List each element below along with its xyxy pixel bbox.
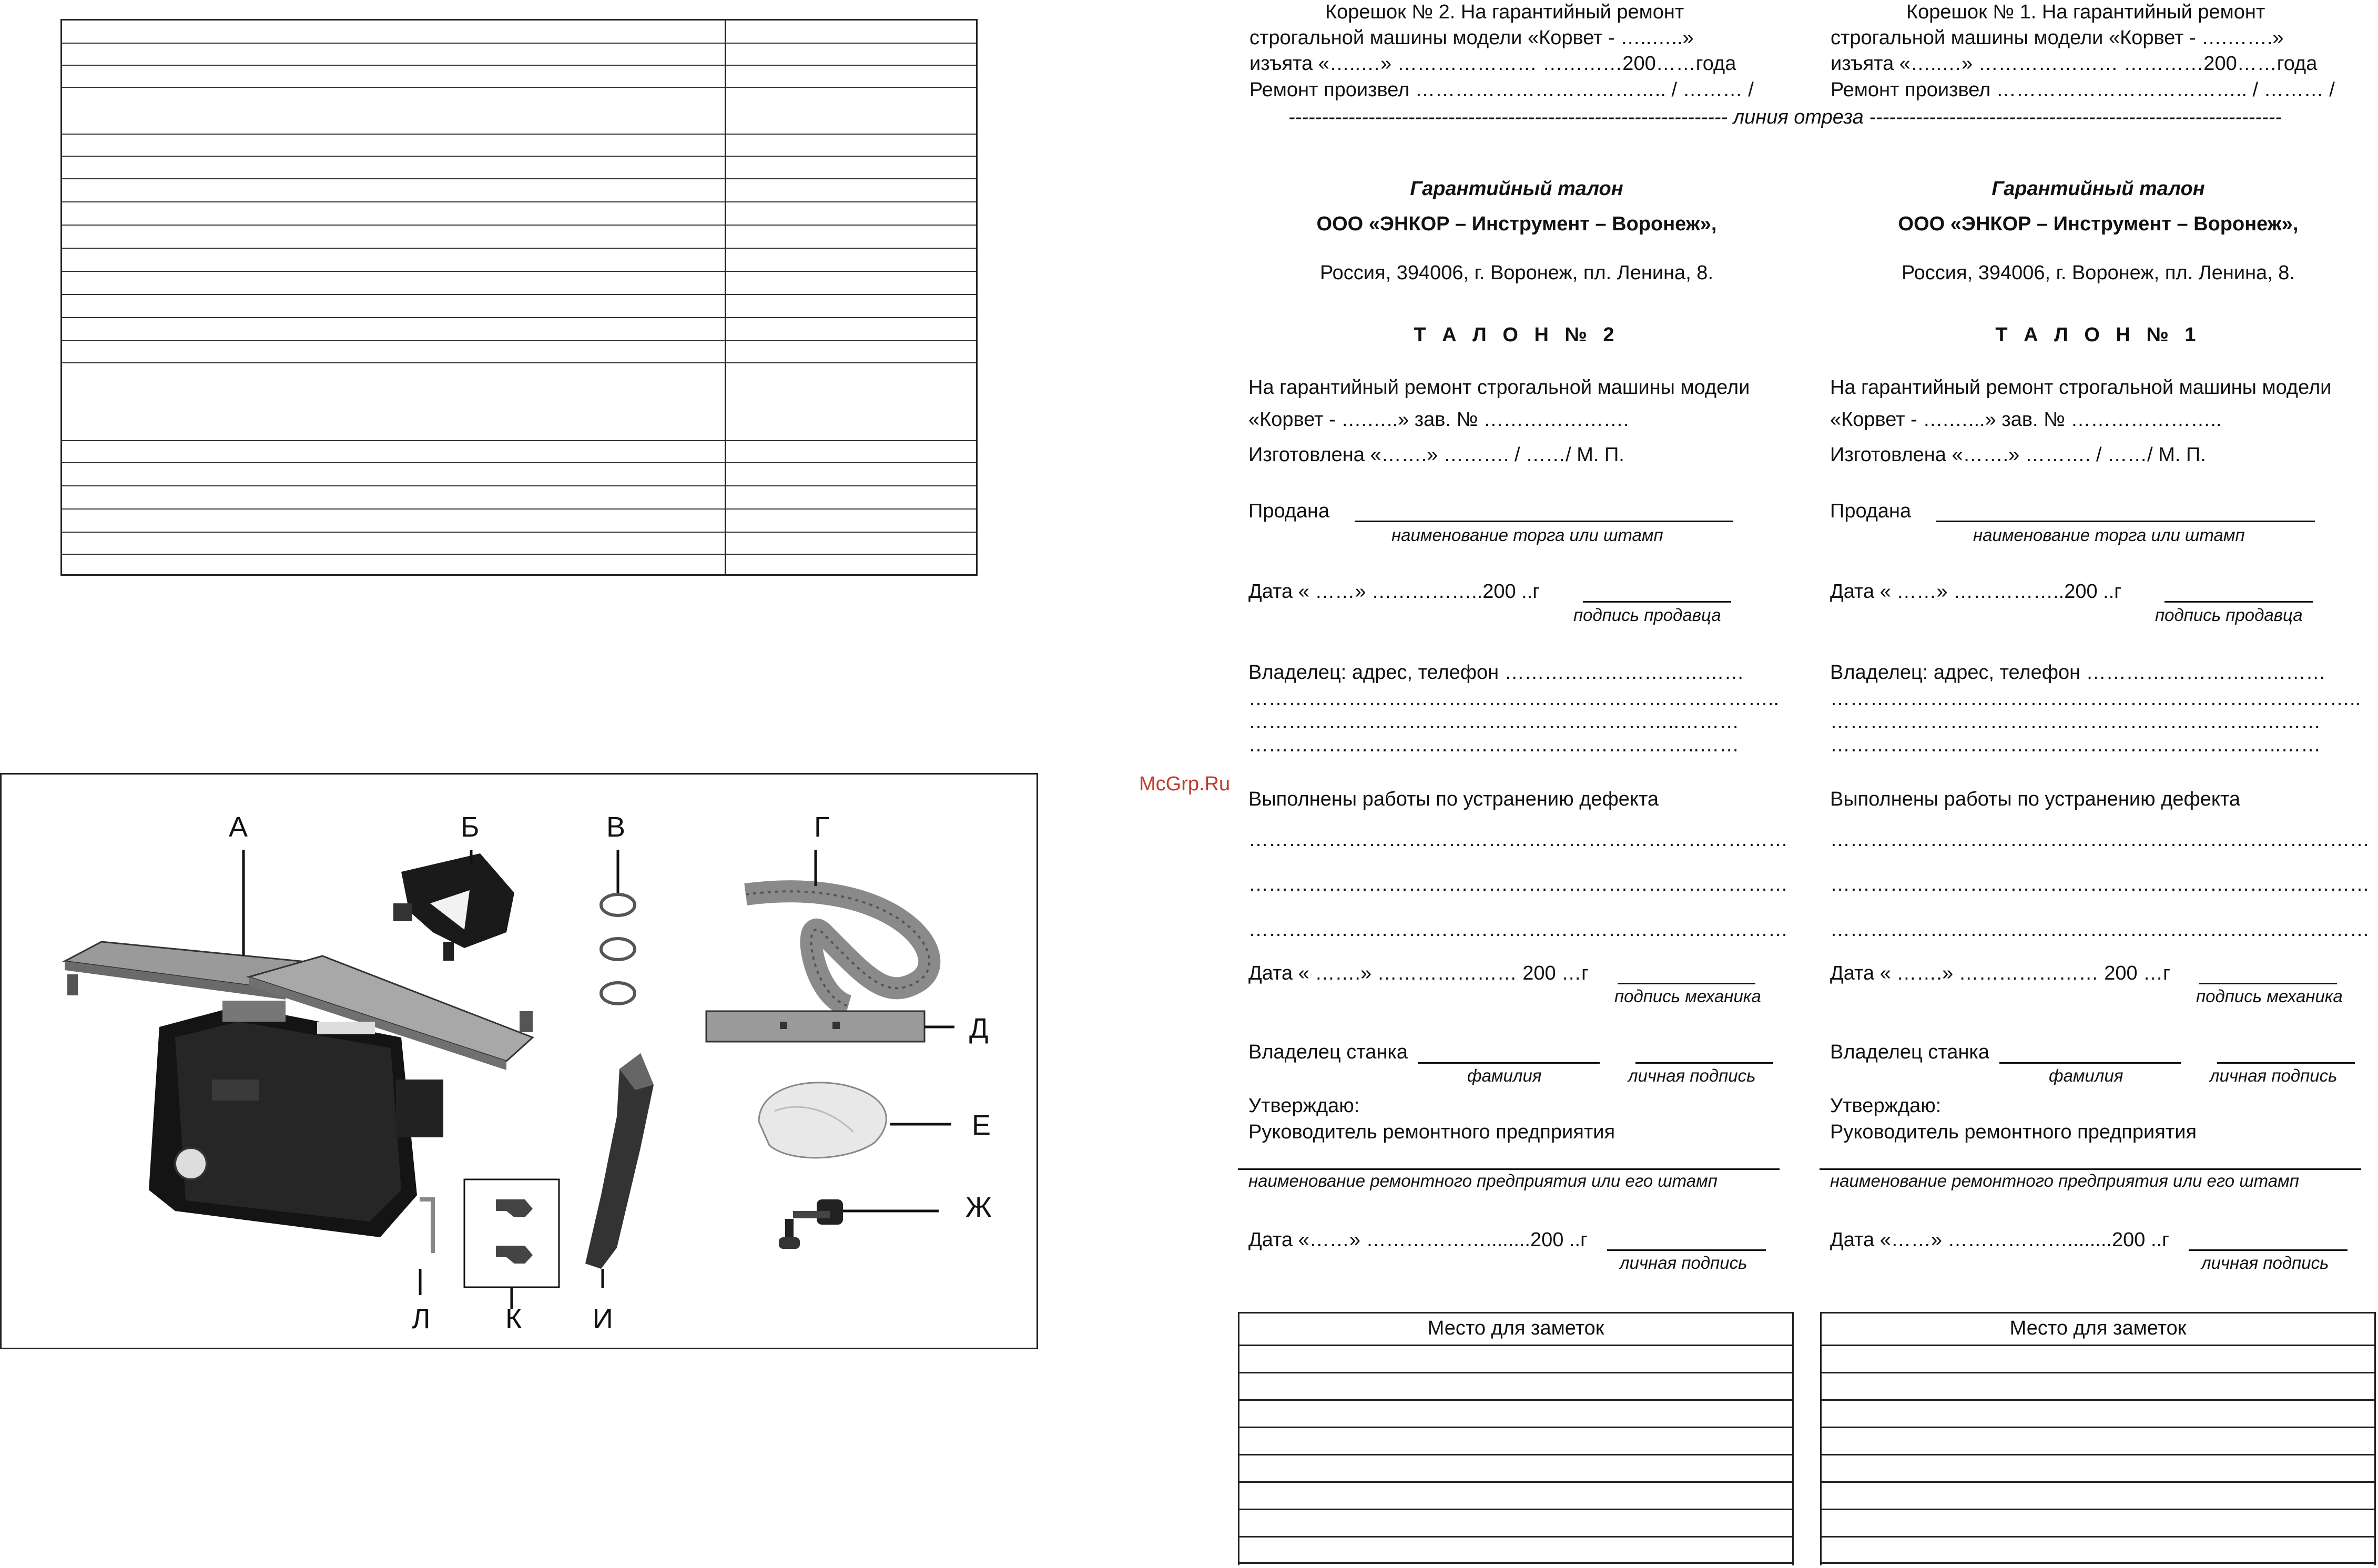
dots-line: ……………………………………………………………………… — [1830, 829, 2370, 851]
repair-line: На гарантийный ремонт строгальной машины модели — [1248, 376, 1750, 399]
table-row — [62, 65, 976, 66]
notes-row — [1239, 1372, 1792, 1373]
table-row — [62, 462, 976, 463]
label-l: Л — [412, 1303, 431, 1335]
notes-row — [1822, 1536, 2374, 1538]
blade-guard-icon — [585, 1053, 654, 1269]
dots-line: …………………………………………………………..…… — [1830, 734, 2321, 756]
date-repair: Дата « …….» ………………… 200 …г — [1830, 962, 2171, 984]
watermark: McGrp.Ru — [1139, 773, 1231, 795]
surname-field[interactable] — [1418, 1062, 1600, 1064]
notes-row — [1822, 1427, 2374, 1428]
dust-bag-icon — [759, 1083, 886, 1158]
hex-key-icon — [420, 1199, 433, 1253]
stub-line: Корешок № 1. На гарантийный ремонт — [1906, 1, 2265, 23]
table-row — [62, 294, 976, 295]
approve-signature-field[interactable] — [1607, 1249, 1766, 1251]
stub-line: изъята «…..…» ………………… …………200……года — [1249, 53, 1736, 75]
date-repair: Дата « …….» ………………… 200 …г — [1248, 962, 1589, 984]
notes-row — [1239, 1536, 1792, 1538]
date-approve: Дата «……» ………………........200 ..г — [1830, 1229, 2169, 1251]
enterprise-caption: наименование ремонтного предприятия или его штамп — [1830, 1171, 2299, 1190]
parts-table — [60, 19, 978, 576]
notes-row — [1239, 1454, 1792, 1455]
stub-line: строгальной машины модели «Корвет - …..…..» — [1249, 27, 1694, 49]
table-row — [62, 317, 976, 318]
notes-row — [1822, 1509, 2374, 1510]
notes-row — [1239, 1427, 1792, 1428]
label-g: Г — [814, 811, 830, 843]
enterprise-caption: наименование ремонтного предприятия или его штамп — [1248, 1171, 1718, 1190]
approve-signature-caption: личная подпись — [2201, 1253, 2329, 1272]
fence-rail-icon — [706, 1011, 924, 1042]
surname-caption: фамилия — [1467, 1066, 1542, 1085]
label-e: Е — [972, 1109, 991, 1141]
seller-signature-caption: подпись продавца — [1573, 605, 1721, 625]
notes-title: Место для заметок — [2009, 1317, 2187, 1339]
label-i: И — [593, 1303, 613, 1335]
label-b: Б — [461, 811, 480, 843]
manager-label: Руководитель ремонтного предприятия — [1830, 1121, 2197, 1143]
dots-line: ……………………………………………………………………… — [1830, 873, 2370, 895]
table-row — [62, 485, 976, 486]
approve-signature-caption: личная подпись — [1620, 1253, 1747, 1272]
mechanic-caption: подпись механика — [1614, 986, 1761, 1006]
coupon-number: Т А Л О Н № 1 — [1995, 324, 2201, 346]
company-address: Россия, 394006, г. Воронеж, пл. Ленина, 8. — [1319, 262, 1714, 284]
coupon-number: Т А Л О Н № 2 — [1414, 324, 1620, 346]
dots-line: …………………………………………………………………….. — [1830, 688, 2361, 710]
stub-line: Корешок № 2. На гарантийный ремонт — [1325, 1, 1684, 23]
table-row — [62, 134, 976, 135]
table-column-divider — [725, 21, 726, 574]
signature-caption: личная подпись — [1628, 1066, 1756, 1085]
mechanic-signature-field[interactable] — [1618, 983, 1755, 984]
notes-row — [1822, 1399, 2374, 1401]
hose-clamp-icon — [601, 894, 635, 1004]
dust-hood-icon — [393, 853, 514, 961]
approve-label: Утверждаю: — [1248, 1095, 1360, 1117]
notes-row — [1239, 1481, 1792, 1483]
sold-caption: наименование торга или штамп — [1973, 525, 2245, 545]
coupon-heading: Гарантийный талон — [1991, 178, 2205, 200]
dots-line: ……………………………………………………………………… — [1248, 919, 1788, 941]
date-sold: Дата « ……» ……………..200 ..г — [1248, 581, 1540, 603]
manufactured-line: Изготовлена «…….» ………. / ……/ М. П. — [1248, 444, 1624, 466]
surname-caption: фамилия — [2049, 1066, 2123, 1085]
company-name: ООО «ЭНКОР – Инструмент – Воронеж», — [1898, 213, 2299, 235]
date-approve: Дата «……» ………………........200 ..г — [1248, 1229, 1588, 1251]
dots-line: ………………………………………………………..……… — [1248, 711, 1740, 733]
manager-label: Руководитель ремонтного предприятия — [1248, 1121, 1615, 1143]
planer-knives-icon — [464, 1179, 559, 1287]
notes-row — [1822, 1345, 2374, 1346]
table-row — [62, 201, 976, 202]
notes-row — [1822, 1454, 2374, 1455]
notes-row — [1239, 1312, 1792, 1314]
manufactured-line: Изготовлена «…….» ………. / ……/ М. П. — [1830, 444, 2206, 466]
owner-label: Владелец: адрес, телефон ……………………………… — [1830, 661, 2326, 684]
notes-row — [1239, 1345, 1792, 1346]
table-row — [62, 248, 976, 249]
table-row — [62, 271, 976, 272]
owner-label: Владелец: адрес, телефон ……………………………… — [1248, 661, 1744, 684]
table-row — [62, 362, 976, 363]
planer-machine-icon — [65, 942, 533, 1237]
dots-line: ……………………………………………………………………… — [1248, 829, 1788, 851]
notes-box-2[interactable] — [1238, 1312, 1794, 1565]
stub-line: Ремонт произвел ……………………………….. / ……… / — [1249, 79, 1754, 101]
dots-line: ………………………………………………………..……… — [1830, 711, 2321, 733]
repair-line: «Корвет - ….…..» зав. № …………………. — [1248, 409, 1629, 431]
table-row — [62, 87, 976, 88]
notes-title: Место для заметок — [1427, 1317, 1604, 1339]
works-label: Выполнены работы по устранению дефекта — [1830, 788, 2241, 810]
coupon-1 — [1830, 0, 2370, 1304]
repair-line: «Корвет - ….…...» зав. № ………………….. — [1830, 409, 2222, 431]
notes-row — [1822, 1312, 2374, 1314]
stub-line: строгальной машины модели «Корвет - ….…….» — [1831, 27, 2284, 49]
dots-line: …………………………………………………………..…… — [1248, 734, 1740, 756]
seller-signature-field[interactable] — [1583, 601, 1731, 603]
parts-figure — [0, 773, 1038, 1349]
coupon-2 — [1248, 0, 1788, 1304]
dots-line: ……………………………………………………………………… — [1248, 873, 1788, 895]
table-row — [62, 225, 976, 226]
notes-row — [1239, 1562, 1792, 1564]
table-row — [62, 532, 976, 533]
crank-handle-icon — [779, 1199, 843, 1249]
table-row — [62, 440, 976, 441]
dots-line: ……………………………………………………………………… — [1830, 919, 2370, 941]
enterprise-field[interactable] — [1238, 1168, 1780, 1170]
label-zh: Ж — [966, 1192, 992, 1223]
label-a: А — [229, 811, 248, 843]
sold-field[interactable] — [1355, 521, 1733, 522]
enterprise-field[interactable] — [1820, 1168, 2361, 1170]
stub-line: изъята «…..…» ………………… …………200……года — [1831, 53, 2318, 75]
approve-signature-field[interactable] — [2189, 1249, 2347, 1251]
table-row — [62, 156, 976, 157]
notes-row — [1822, 1562, 2374, 1564]
sold-label: Продана — [1248, 500, 1330, 522]
coupon-heading: Гарантийный талон — [1410, 178, 1623, 200]
label-k: К — [505, 1303, 522, 1335]
notes-row — [1822, 1481, 2374, 1483]
approve-label: Утверждаю: — [1830, 1095, 1942, 1117]
table-row — [62, 508, 976, 510]
label-d: Д — [969, 1013, 989, 1044]
notes-row — [1239, 1399, 1792, 1401]
owner-signature-field[interactable] — [1635, 1062, 1773, 1064]
surname-field[interactable] — [1999, 1062, 2181, 1064]
corrugated-hose-icon — [746, 891, 929, 1006]
repair-line: На гарантийный ремонт строгальной машины модели — [1830, 376, 2332, 399]
cut-line: ------------------------------------------------------------------ линия отреза -------------------------------------------------------------- — [1288, 106, 2282, 128]
owner-signature-field[interactable] — [2217, 1062, 2355, 1064]
notes-row — [1239, 1509, 1792, 1510]
notes-box-1[interactable] — [1820, 1312, 2376, 1565]
stub-line: Ремонт произвел ……………………………….. / ……… / — [1831, 79, 2335, 101]
seller-signature-field[interactable] — [2164, 601, 2313, 603]
mechanic-signature-field[interactable] — [2199, 983, 2337, 984]
table-row — [62, 340, 976, 341]
date-sold: Дата « ……» ……………..200 ..г — [1830, 581, 2122, 603]
table-row — [62, 43, 976, 44]
sold-caption: наименование торга или штамп — [1391, 525, 1663, 545]
machine-owner-label: Владелец станка — [1830, 1041, 1990, 1063]
table-row — [62, 554, 976, 555]
machine-owner-label: Владелец станка — [1248, 1041, 1408, 1063]
signature-caption: личная подпись — [2210, 1066, 2338, 1085]
notes-row — [1822, 1372, 2374, 1373]
seller-signature-caption: подпись продавца — [2155, 605, 2303, 625]
works-label: Выполнены работы по устранению дефекта — [1248, 788, 1659, 810]
company-name: ООО «ЭНКОР – Инструмент – Воронеж», — [1316, 213, 1717, 235]
company-address: Россия, 394006, г. Воронеж, пл. Ленина, 8. — [1901, 262, 2295, 284]
sold-field[interactable] — [1936, 521, 2315, 522]
table-row — [62, 178, 976, 179]
dots-line: …………………………………………………………………….. — [1248, 688, 1780, 710]
label-v: В — [606, 811, 626, 843]
mechanic-caption: подпись механика — [2196, 986, 2343, 1006]
sold-label: Продана — [1830, 500, 1912, 522]
